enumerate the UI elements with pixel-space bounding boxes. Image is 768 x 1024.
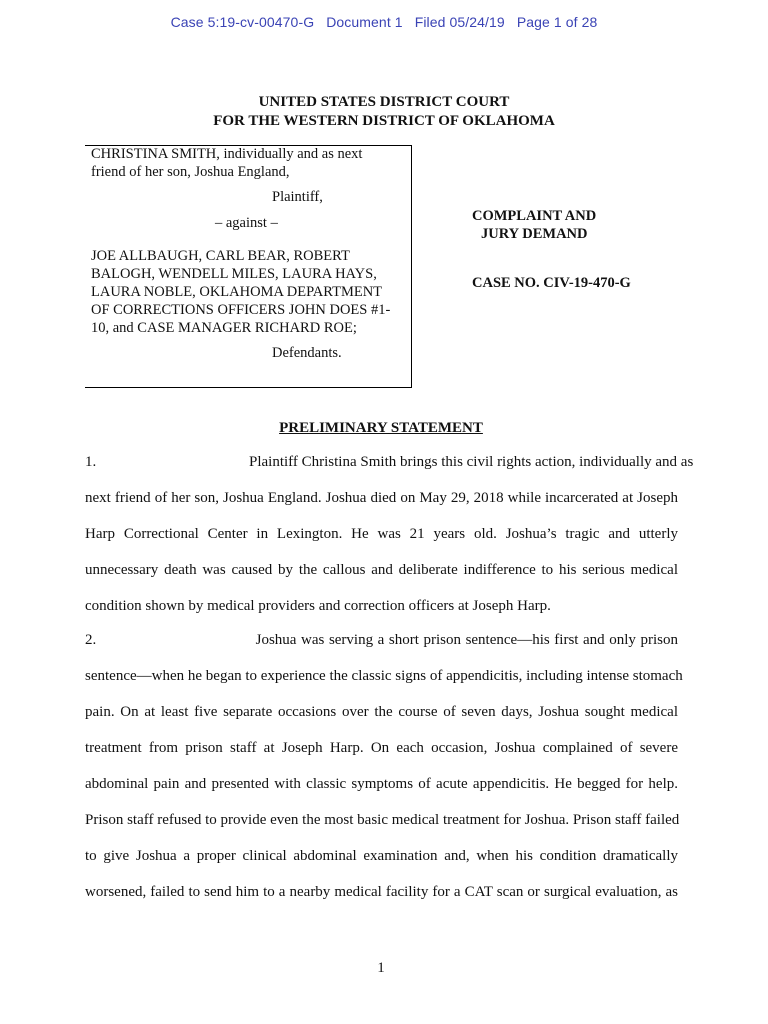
plaintiff-name-line2: friend of her son, Joshua England, <box>91 164 290 180</box>
plaintiff-name-line1: CHRISTINA SMITH, individually and as next <box>91 146 363 162</box>
paragraph-line: 1. Plaintiff Christina Smith brings this civil rights action, individually and as <box>85 444 678 480</box>
court-name: UNITED STATES DISTRICT COURT <box>258 94 510 110</box>
defendants-line-1: JOE ALLBAUGH, CARL BEAR, ROBERT <box>91 248 350 264</box>
paragraph-line: treatment from prison staff at Joseph Harp. On each occasion, Joshua complained of severe <box>85 740 678 756</box>
paragraph-line: next friend of her son, Joshua England. Joshua died on May 29, 2018 while incarcerated at Joseph <box>85 490 678 506</box>
plaintiff-role: Plaintiff, <box>272 189 323 205</box>
paragraph-line: condition shown by medical providers and correction officers at Joseph Harp. <box>85 598 551 614</box>
paragraph-1 <box>85 444 694 624</box>
paragraph-line: pain. On at least five separate occasions over the course of seven days, Joshua sought medical <box>85 704 678 720</box>
case-number: CASE NO. CIV-19-470-G <box>472 275 631 291</box>
paragraph-line: Harp Correctional Center in Lexington. He was 21 years old. Joshua’s tragic and utterly <box>85 526 678 542</box>
court-district: FOR THE WESTERN DISTRICT OF OKLAHOMA <box>213 113 555 129</box>
ecf-page: Page 1 of 28 <box>516 14 598 30</box>
paragraph-line: 2. Joshua was serving a short prison sentence—his first and only prison <box>85 622 678 658</box>
ecf-filed-date: Filed 05/24/19 <box>414 14 505 30</box>
paragraph-2 <box>85 622 683 910</box>
section-title: PRELIMINARY STATEMENT <box>279 420 483 436</box>
defendants-line-4: OF CORRECTIONS OFFICERS JOHN DOES #1- <box>91 302 391 318</box>
defendants-line-5: 10, and CASE MANAGER RICHARD ROE; <box>91 320 357 336</box>
defendant-role: Defendants. <box>272 345 342 361</box>
paragraph-line: abdominal pain and presented with classic symptoms of acute appendicitis. He begged for help. <box>85 776 678 792</box>
paragraph-line: Prison staff refused to provide even the most basic medical treatment for Joshua. Prison staff failed <box>85 812 680 828</box>
complaint-title-line2: JURY DEMAND <box>481 226 588 242</box>
paragraph-line: sentence—when he began to experience the classic signs of appendicitis, including intense stomach <box>85 668 683 684</box>
paragraph-line: worsened, failed to send him to a nearby medical facility for a CAT scan or surgical evaluation, as <box>85 884 678 900</box>
ecf-document: Document 1 <box>326 14 403 30</box>
paragraph-number: 1. <box>85 454 97 470</box>
paragraph-line: unnecessary death was caused by the callous and deliberate indifference to his serious medical <box>85 562 678 578</box>
defendants-line-2: BALOGH, WENDELL MILES, LAURA HAYS, <box>91 266 377 282</box>
court-heading <box>0 93 768 131</box>
defendants-line-3: LAURA NOBLE, OKLAHOMA DEPARTMENT <box>91 284 383 300</box>
page-number: 1 <box>377 960 385 976</box>
paragraph-number: 2. <box>85 632 97 648</box>
paragraph-line: to give Joshua a proper clinical abdominal examination and, when his condition dramatically <box>85 848 678 864</box>
against-label: – against – <box>215 215 278 231</box>
ecf-case-number: Case 5:19-cv-00470-G <box>170 14 315 30</box>
ecf-header <box>0 14 768 30</box>
complaint-title-line1: COMPLAINT AND <box>472 208 597 224</box>
